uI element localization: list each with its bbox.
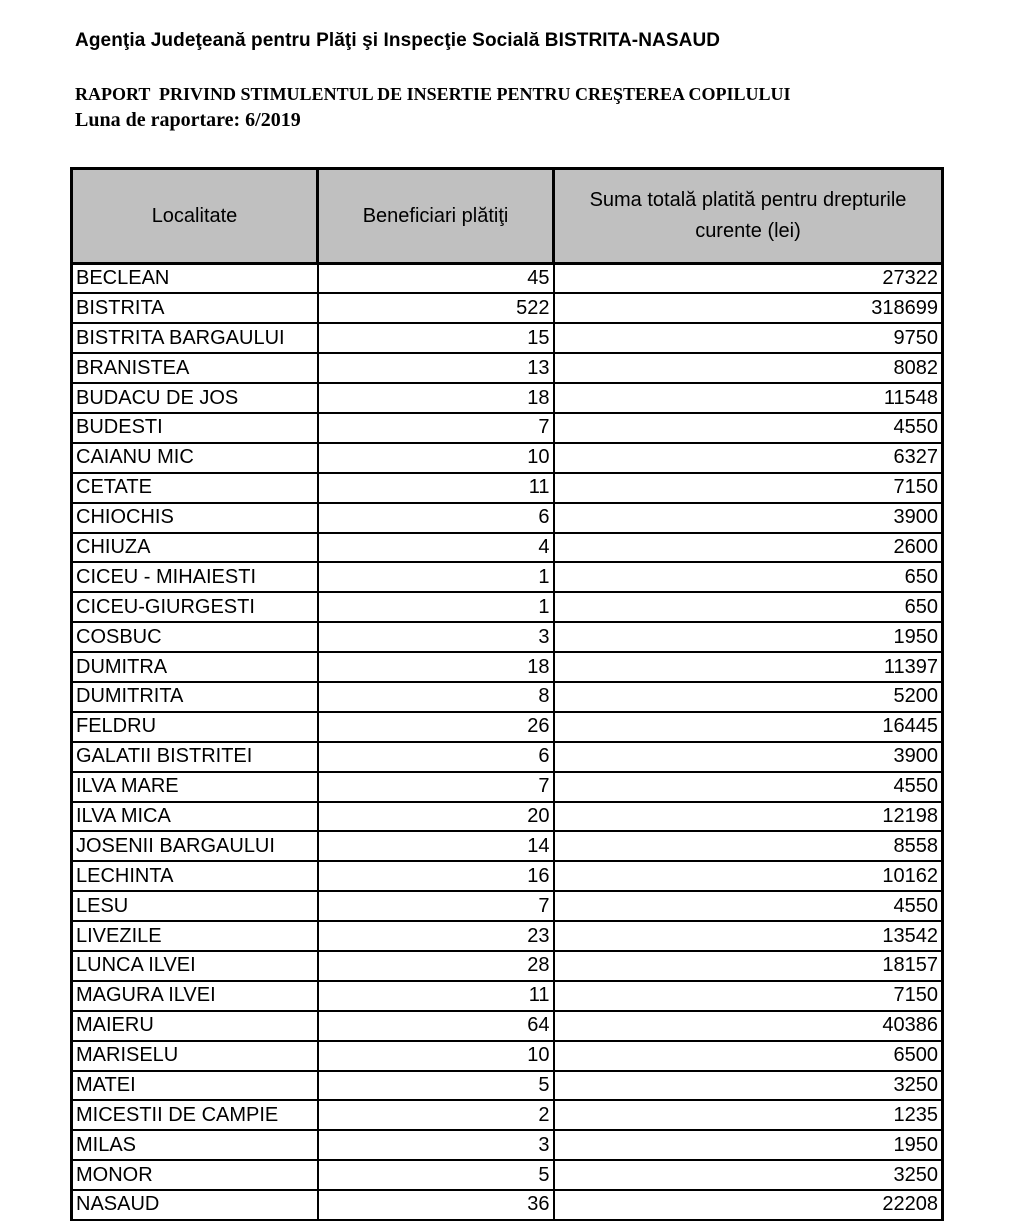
cell-suma: 4550 <box>554 413 943 443</box>
cell-suma: 3250 <box>554 1160 943 1190</box>
table-row <box>72 383 943 413</box>
cell-beneficiari: 7 <box>318 891 554 921</box>
cell-suma: 6327 <box>554 443 943 473</box>
cell-beneficiari: 7 <box>318 413 554 443</box>
cell-beneficiari: 1 <box>318 592 554 622</box>
cell-beneficiari: 16 <box>318 861 554 891</box>
table-row <box>72 802 943 832</box>
cell-suma: 6500 <box>554 1041 943 1071</box>
cell-suma: 11397 <box>554 652 943 682</box>
table-row <box>72 951 943 981</box>
cell-localitate: MONOR <box>72 1160 318 1190</box>
column-header-suma: Suma totală platită pentru drepturile curente (lei) <box>554 169 943 264</box>
cell-suma: 22208 <box>554 1190 943 1220</box>
cell-suma: 650 <box>554 562 943 592</box>
table-row <box>72 443 943 473</box>
table-row <box>72 1011 943 1041</box>
table-row <box>72 772 943 802</box>
table-row <box>72 293 943 323</box>
cell-beneficiari: 7 <box>318 772 554 802</box>
cell-beneficiari: 8 <box>318 682 554 712</box>
cell-suma: 7150 <box>554 981 943 1011</box>
table-row <box>72 1160 943 1190</box>
table-row <box>72 353 943 383</box>
cell-suma: 16445 <box>554 712 943 742</box>
cell-beneficiari: 26 <box>318 712 554 742</box>
cell-localitate: DUMITRA <box>72 652 318 682</box>
cell-localitate: BISTRITA <box>72 293 318 323</box>
cell-localitate: CHIUZA <box>72 533 318 563</box>
cell-suma: 4550 <box>554 891 943 921</box>
table-row <box>72 503 943 533</box>
cell-suma: 1950 <box>554 622 943 652</box>
table-row <box>72 981 943 1011</box>
cell-suma: 4550 <box>554 772 943 802</box>
cell-beneficiari: 11 <box>318 981 554 1011</box>
cell-suma: 40386 <box>554 1011 943 1041</box>
cell-beneficiari: 1 <box>318 562 554 592</box>
cell-localitate: CAIANU MIC <box>72 443 318 473</box>
table-row <box>72 592 943 622</box>
cell-localitate: FELDRU <box>72 712 318 742</box>
table-row <box>72 323 943 353</box>
cell-beneficiari: 64 <box>318 1011 554 1041</box>
cell-localitate: ILVA MARE <box>72 772 318 802</box>
table-row <box>72 921 943 951</box>
cell-suma: 650 <box>554 592 943 622</box>
table-row <box>72 861 943 891</box>
cell-beneficiari: 10 <box>318 1041 554 1071</box>
cell-localitate: MARISELU <box>72 1041 318 1071</box>
cell-localitate: CICEU-GIURGESTI <box>72 592 318 622</box>
cell-beneficiari: 5 <box>318 1071 554 1101</box>
report-table <box>70 167 944 1221</box>
cell-localitate: DUMITRITA <box>72 682 318 712</box>
cell-suma: 12198 <box>554 802 943 832</box>
reporting-month-label: Luna de raportare: 6/2019 <box>75 109 301 131</box>
table-row <box>72 473 943 503</box>
agency-title: Agenţia Judeţeană pentru Plăţi şi Inspecţie Socială BISTRITA-NASAUD <box>75 30 721 51</box>
cell-localitate: MICESTII DE CAMPIE <box>72 1100 318 1130</box>
cell-suma: 8082 <box>554 353 943 383</box>
table-row <box>72 533 943 563</box>
cell-beneficiari: 28 <box>318 951 554 981</box>
table-row <box>72 622 943 652</box>
cell-beneficiari: 2 <box>318 1100 554 1130</box>
table-row <box>72 1190 943 1220</box>
table-row <box>72 682 943 712</box>
table-row <box>72 831 943 861</box>
cell-beneficiari: 36 <box>318 1190 554 1220</box>
table-row <box>72 652 943 682</box>
cell-beneficiari: 15 <box>318 323 554 353</box>
cell-localitate: MAIERU <box>72 1011 318 1041</box>
cell-localitate: GALATII BISTRITEI <box>72 742 318 772</box>
cell-beneficiari: 5 <box>318 1160 554 1190</box>
table-row <box>72 1071 943 1101</box>
cell-beneficiari: 18 <box>318 652 554 682</box>
cell-localitate: LUNCA ILVEI <box>72 951 318 981</box>
cell-localitate: LIVEZILE <box>72 921 318 951</box>
table-row <box>72 1041 943 1071</box>
cell-beneficiari: 23 <box>318 921 554 951</box>
cell-suma: 2600 <box>554 533 943 563</box>
cell-localitate: JOSENII BARGAULUI <box>72 831 318 861</box>
cell-beneficiari: 6 <box>318 742 554 772</box>
table-header-row <box>72 169 943 264</box>
table-row <box>72 413 943 443</box>
table-row <box>72 1130 943 1160</box>
cell-localitate: BUDESTI <box>72 413 318 443</box>
cell-beneficiari: 6 <box>318 503 554 533</box>
report-table-body <box>72 264 943 1221</box>
cell-localitate: BRANISTEA <box>72 353 318 383</box>
cell-beneficiari: 11 <box>318 473 554 503</box>
cell-suma: 10162 <box>554 861 943 891</box>
report-title: RAPORT PRIVIND STIMULENTUL DE INSERTIE PENTRU CREŞTEREA COPILULUI <box>75 84 791 104</box>
cell-localitate: BUDACU DE JOS <box>72 383 318 413</box>
cell-beneficiari: 10 <box>318 443 554 473</box>
cell-beneficiari: 13 <box>318 353 554 383</box>
cell-suma: 27322 <box>554 264 943 294</box>
table-row <box>72 891 943 921</box>
cell-beneficiari: 4 <box>318 533 554 563</box>
table-row <box>72 562 943 592</box>
cell-suma: 3900 <box>554 742 943 772</box>
cell-beneficiari: 522 <box>318 293 554 323</box>
cell-localitate: CICEU - MIHAIESTI <box>72 562 318 592</box>
cell-localitate: MILAS <box>72 1130 318 1160</box>
cell-suma: 1950 <box>554 1130 943 1160</box>
cell-beneficiari: 3 <box>318 1130 554 1160</box>
cell-localitate: CHIOCHIS <box>72 503 318 533</box>
cell-suma: 13542 <box>554 921 943 951</box>
cell-beneficiari: 20 <box>318 802 554 832</box>
cell-beneficiari: 18 <box>318 383 554 413</box>
table-row <box>72 742 943 772</box>
table-row <box>72 1100 943 1130</box>
cell-beneficiari: 45 <box>318 264 554 294</box>
column-header-beneficiari: Beneficiari plătiţi <box>318 169 554 264</box>
table-row <box>72 264 943 294</box>
cell-localitate: CETATE <box>72 473 318 503</box>
cell-beneficiari: 3 <box>318 622 554 652</box>
cell-suma: 18157 <box>554 951 943 981</box>
cell-localitate: MATEI <box>72 1071 318 1101</box>
report-table-container <box>70 167 941 1221</box>
table-row <box>72 712 943 742</box>
cell-localitate: NASAUD <box>72 1190 318 1220</box>
cell-localitate: ILVA MICA <box>72 802 318 832</box>
cell-suma: 318699 <box>554 293 943 323</box>
cell-localitate: MAGURA ILVEI <box>72 981 318 1011</box>
cell-localitate: COSBUC <box>72 622 318 652</box>
cell-suma: 9750 <box>554 323 943 353</box>
column-header-localitate: Localitate <box>72 169 318 264</box>
cell-suma: 3900 <box>554 503 943 533</box>
cell-localitate: LECHINTA <box>72 861 318 891</box>
cell-localitate: LESU <box>72 891 318 921</box>
cell-suma: 8558 <box>554 831 943 861</box>
cell-beneficiari: 14 <box>318 831 554 861</box>
cell-localitate: BISTRITA BARGAULUI <box>72 323 318 353</box>
cell-suma: 11548 <box>554 383 943 413</box>
cell-localitate: BECLEAN <box>72 264 318 294</box>
cell-suma: 1235 <box>554 1100 943 1130</box>
cell-suma: 5200 <box>554 682 943 712</box>
cell-suma: 7150 <box>554 473 943 503</box>
cell-suma: 3250 <box>554 1071 943 1101</box>
